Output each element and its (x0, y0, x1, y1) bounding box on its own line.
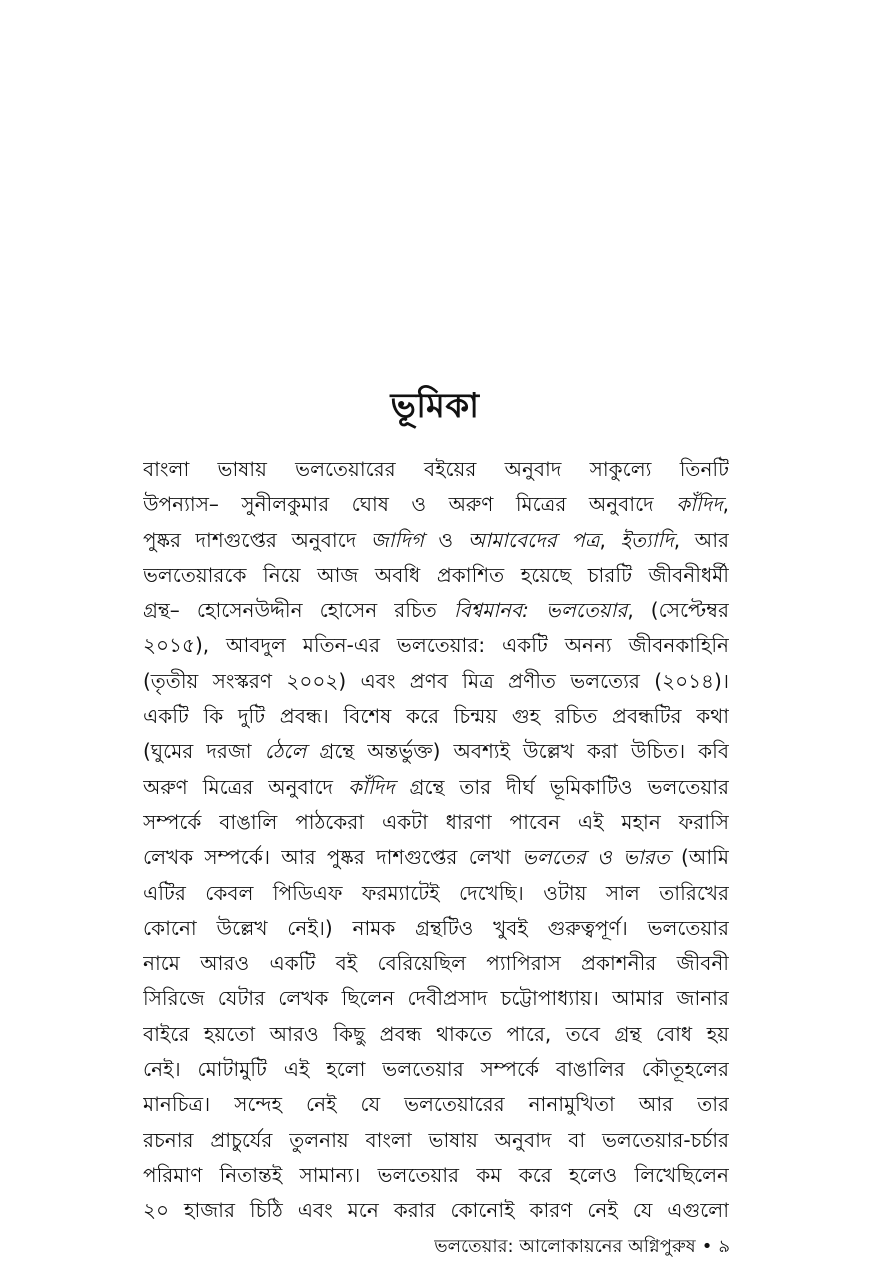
line-text: লেখক সম্পর্কে। আর পুষ্কর দাশগুপ্তের লেখা (143, 845, 522, 870)
italic-title-text: জাদিগ (370, 527, 424, 552)
text-line (143, 664, 729, 699)
text-line (143, 1158, 729, 1193)
running-footer (434, 1232, 730, 1263)
body-paragraph (143, 452, 729, 1229)
line-text: সম্পর্কে বাঙালি পাঠকেরা একটা ধারণা পাবেন এই মহান ফরাসি (143, 809, 729, 834)
line-text: মানচিত্র। সন্দেহ নেই যে ভলতেয়ারের নানামুখিতা আর তার (143, 1092, 729, 1117)
line-text: রচনার প্রাচুর্যের তুলনায় বাংলা ভাষায় অনুবাদ বা ভলতেয়ার-চর্চার (143, 1127, 729, 1152)
italic-title-text: কাঁদিদ (348, 774, 395, 799)
line-text: এটির কেবল পিডিএফ ফরম্যাটেই দেখেছি। ওটায় সাল তারিখের (143, 880, 729, 905)
page-number: ৯ (718, 1236, 730, 1257)
line-text: , (722, 492, 729, 517)
text-line (143, 1052, 729, 1087)
text-line (143, 734, 729, 769)
line-text: (আমি (669, 845, 729, 870)
line-text: একটি কি দুটি প্রবন্ধ। বিশেষ করে চিন্ময় গুহ রচিত প্রবন্ধটির কথা (143, 704, 729, 729)
line-text: , (সেপ্টেম্বর (627, 598, 729, 623)
line-text: , আর (673, 527, 729, 552)
line-text: পুষ্কর দাশগুপ্তের অনুবাদে (143, 527, 371, 552)
text-line (143, 487, 729, 522)
italic-title-text: আমাবেদের পত্র (467, 527, 600, 552)
line-text: কোনো উল্লেখ নেই।) নামক গ্রন্থটিও খুবই গুরুত্বপূর্ণ। ভলতেয়ার (143, 915, 729, 940)
text-line (143, 523, 729, 558)
line-text: ও (423, 527, 468, 552)
line-text: নামে আরও একটি বই বেরিয়েছিল প্যাপিরাস প্রকাশনীর জীবনী (143, 951, 729, 976)
line-text: নেই। মোটামুটি এই হলো ভলতেয়ার সম্পর্কে বাঙালির কৌতূহলের (143, 1057, 729, 1082)
text-line (143, 911, 729, 946)
text-line (143, 805, 729, 840)
line-text: সিরিজে যেটার লেখক ছিলেন দেবীপ্রসাদ চট্টোপাধ্যায়। আমার জানার (143, 986, 729, 1011)
text-line (143, 946, 729, 981)
line-text: গ্রন্থে অন্তর্ভুক্ত) অবশ্যই উল্লেখ করা উচিত। কবি (306, 739, 729, 764)
text-line (143, 1123, 729, 1158)
italic-title-text: ঠেলে (264, 739, 307, 764)
italic-title-text: ভলতের ও ভারত (521, 845, 670, 870)
line-text: পরিমাণ নিতান্তই সামান্য। ভলতেয়ার কম করে হলেও লিখেছিলেন (143, 1162, 729, 1187)
text-line (143, 558, 729, 593)
line-text: গ্রন্থ– হোসেনউদ্দীন হোসেন রচিত (143, 598, 454, 623)
text-line (143, 981, 729, 1016)
line-text: (ঘুমের দরজা (143, 739, 265, 764)
line-text: গ্রন্থে তার দীর্ঘ ভূমিকাটিও ভলতেয়ার (394, 774, 729, 799)
italic-title-text: বিশ্বমানব: ভলতেয়ার (453, 598, 628, 623)
italic-title-text: ইত্যাদি (620, 527, 674, 552)
line-text: , (599, 527, 621, 552)
text-line (143, 876, 729, 911)
text-line (143, 770, 729, 805)
text-line (143, 1017, 729, 1052)
text-line (143, 593, 729, 628)
line-text: উপন্যাস– সুনীলকুমার ঘোষ ও অরুণ মিত্রের অনুবাদে (143, 492, 677, 517)
footer-bullet: • (701, 1236, 713, 1257)
text-line (143, 1087, 729, 1122)
text-line (143, 840, 729, 875)
text-line (143, 699, 729, 734)
text-line (143, 628, 729, 663)
text-line (143, 1193, 729, 1228)
line-text: বাংলা ভাষায় ভলতেয়ারের বইয়ের অনুবাদ সাকুল্যে তিনটি (143, 457, 729, 481)
text-line (143, 452, 729, 487)
italic-title-text: কাঁদিদ (676, 492, 723, 517)
footer-book-title: ভলতেয়ার: আলোকায়নের অগ্নিপুরুষ (434, 1236, 696, 1257)
line-text: ২০১৫), আবদুল মতিন-এর ভলতেয়ার: একটি অনন্য জীবনকাহিনি (143, 633, 729, 658)
line-text: ভলতেয়ারকে নিয়ে আজ অবধি প্রকাশিত হয়েছে চারটি জীবনীধর্মী (143, 562, 729, 587)
line-text: বাইরে হয়তো আরও কিছু প্রবন্ধ থাকতে পারে, তবে গ্রন্থ বোধ হয় (143, 1021, 729, 1046)
line-text: অরুণ মিত্রের অনুবাদে (143, 774, 349, 799)
line-text: (তৃতীয় সংস্করণ ২০০২) এবং প্রণব মিত্র প্রণীত ভলত্যের (২০১৪)। (143, 668, 729, 693)
line-text: ২০ হাজার চিঠি এবং মনে করার কোনোই কারণ নেই যে এগুলো (143, 1198, 729, 1223)
chapter-title: ভূমিকা (390, 386, 480, 426)
